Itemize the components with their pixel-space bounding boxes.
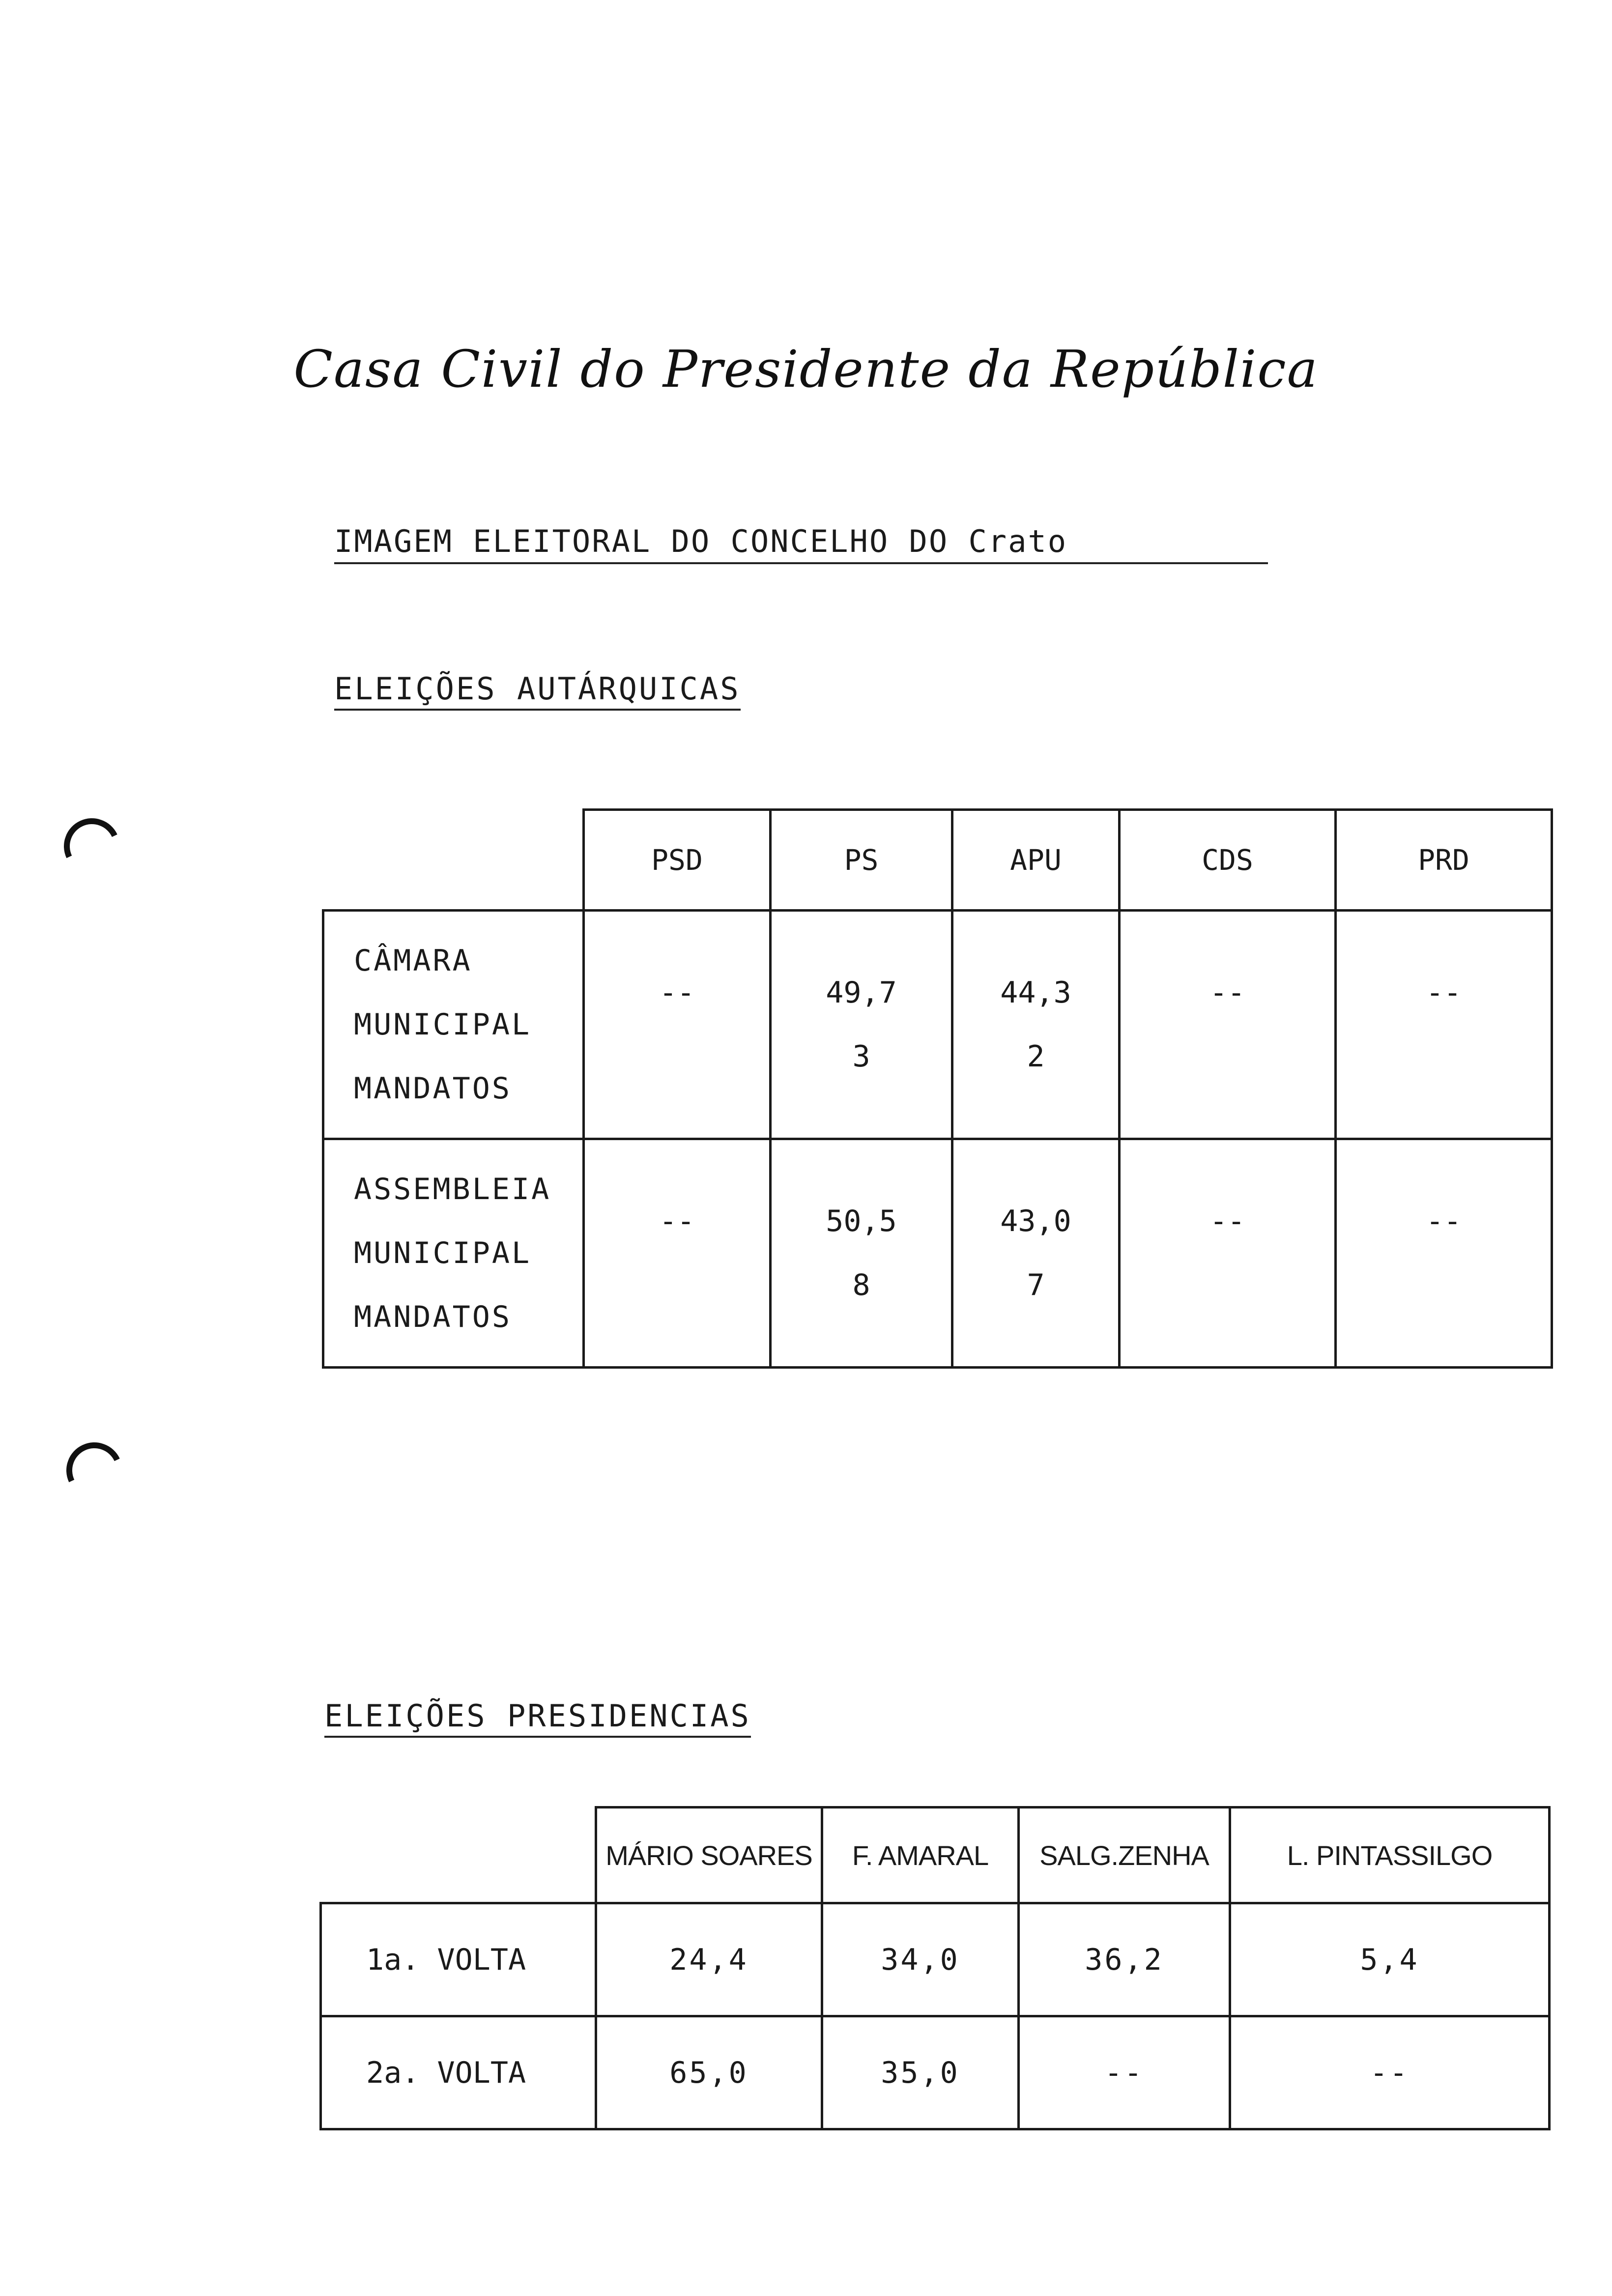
section-heading-autarquicas: ELEIÇÕES AUTÁRQUICAS [334,671,741,711]
table-cell: -- [1230,2016,1550,2129]
row-label: 1a. VOLTA [321,1903,596,2016]
candidate-header: L. PINTASSILGO [1230,1808,1550,1903]
candidate-header: MÁRIO SOARES [596,1808,822,1903]
table-header-row [321,1808,1550,1903]
table-row [323,911,1552,1139]
punch-hole-top [56,810,128,882]
party-header: PSD [584,810,771,911]
table-cell: 24,4 [596,1903,822,2016]
table-row [321,2016,1550,2129]
table-cell: 5,4 [1230,1903,1550,2016]
party-header: CDS [1120,810,1336,911]
table-cell: 43,0 7 [952,1139,1120,1368]
table-cell: 65,0 [596,2016,822,2129]
candidate-header: F. AMARAL [822,1808,1019,1903]
table-cell: 34,0 [822,1903,1019,2016]
presidenciais-table [319,1806,1551,2130]
table-cell: -- [584,911,771,1139]
table-cell: 44,3 2 [952,911,1120,1139]
autarquicas-table [322,808,1553,1369]
table-cell: -- [584,1139,771,1368]
row-label: CÂMARA MUNICIPAL MANDATOS [323,911,584,1139]
table-header-row [323,810,1552,911]
header-corner [321,1808,596,1903]
party-header: PS [771,810,952,911]
page-title: IMAGEM ELEITORAL DO CONCELHO DO Crato [334,523,1268,564]
table-cell: -- [1120,911,1336,1139]
table-cell: 49,7 3 [771,911,952,1139]
party-header: APU [952,810,1120,911]
header-corner [323,810,584,911]
table-cell: 50,5 8 [771,1139,952,1368]
table-cell: -- [1336,1139,1552,1368]
table-cell: -- [1019,2016,1230,2129]
row-label: ASSEMBLEIA MUNICIPAL MANDATOS [323,1139,584,1368]
letterhead: Casa Civil do Presidente da República [293,339,1319,399]
table-row [323,1139,1552,1368]
table-cell: 35,0 [822,2016,1019,2129]
section-heading-presidenciais: ELEIÇÕES PRESIDENCIAS [324,1698,751,1738]
candidate-header: SALG.ZENHA [1019,1808,1230,1903]
table-cell: -- [1336,911,1552,1139]
row-label: 2a. VOLTA [321,2016,596,2129]
table-cell: -- [1120,1139,1336,1368]
punch-hole-bottom [58,1435,130,1506]
party-header: PRD [1336,810,1552,911]
table-row [321,1903,1550,2016]
table-cell: 36,2 [1019,1903,1230,2016]
